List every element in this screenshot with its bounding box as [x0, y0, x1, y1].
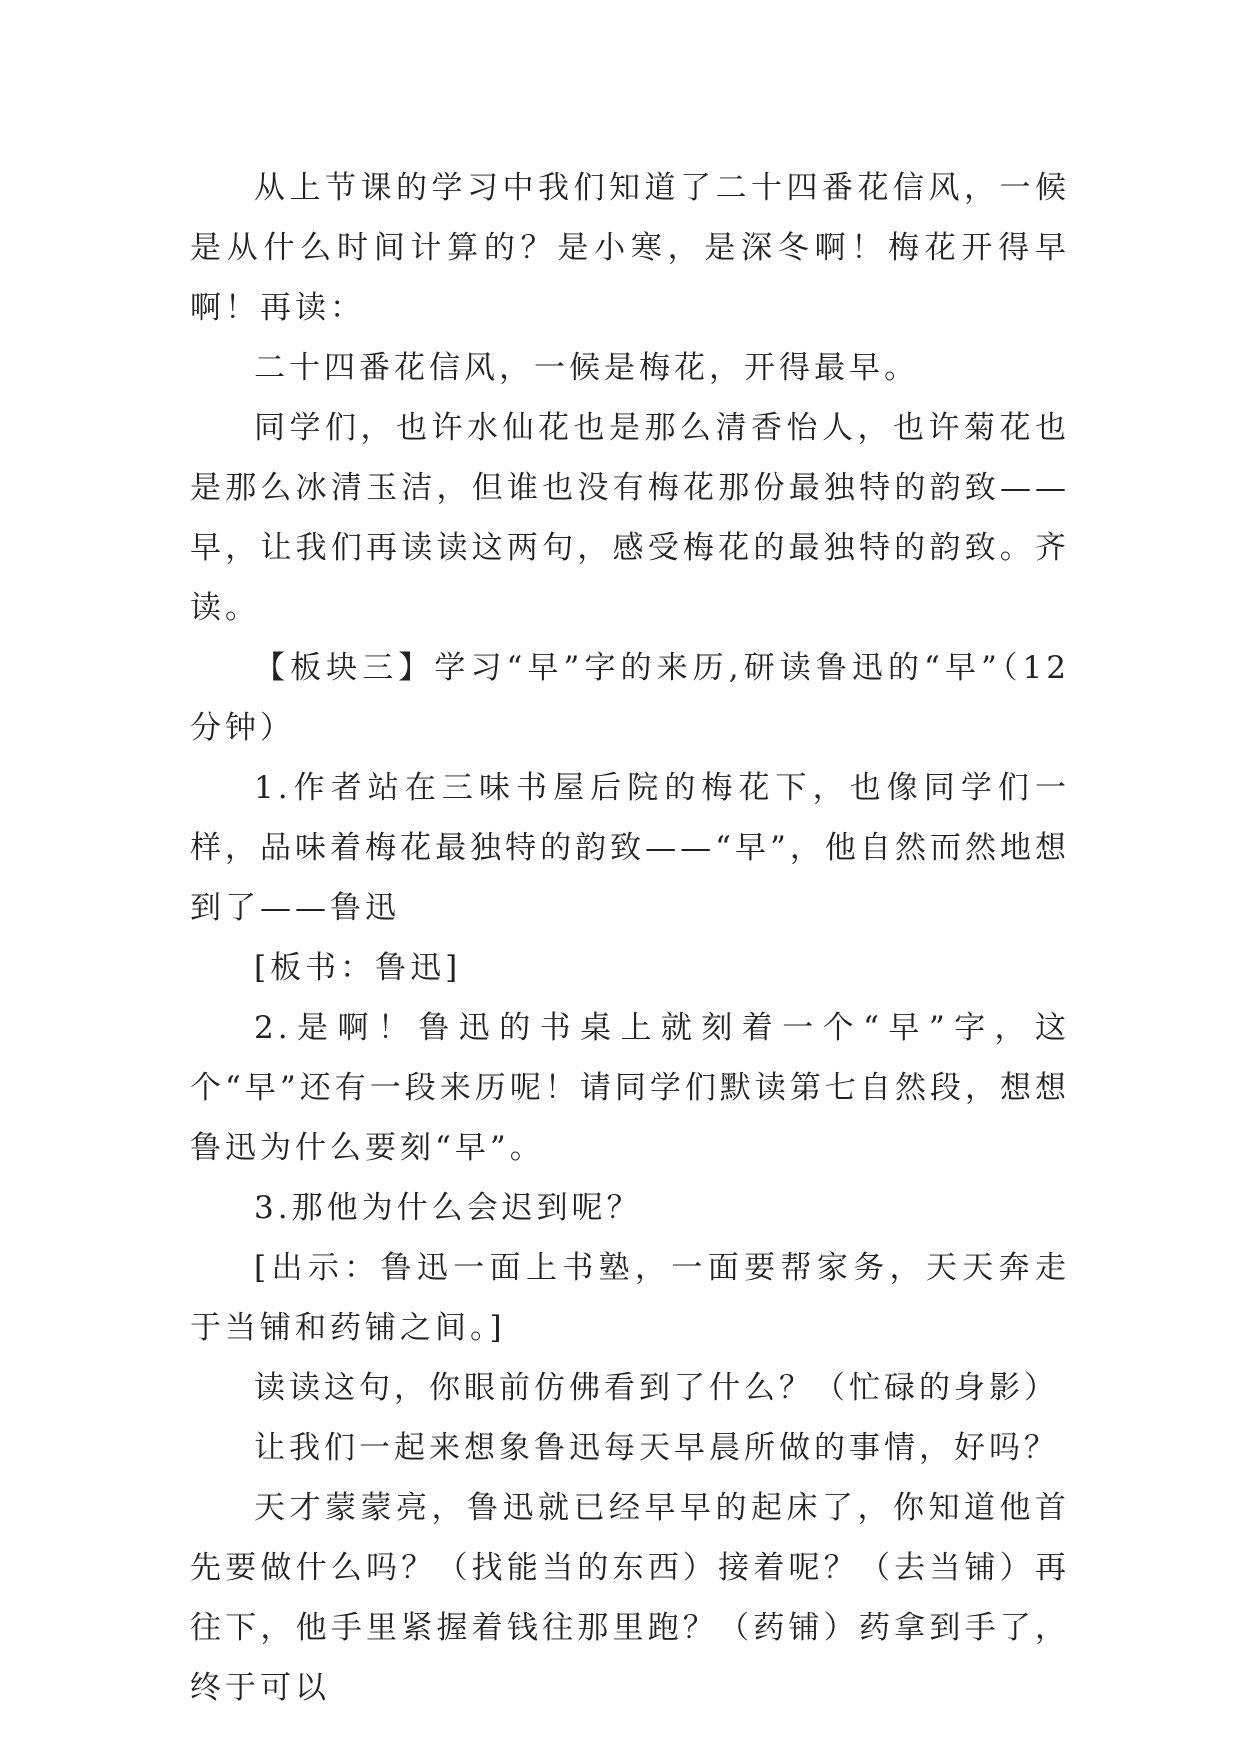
- paragraph-step-3: 3.那他为什么会迟到呢？: [254, 1190, 642, 1226]
- paragraph-step-2: 2.是啊！鲁迅的书桌上就刻着一个“早”字，这个“早”还有一段来历呢！请同学们默读第七自然段，想想鲁迅为什么要刻“早”。: [190, 1010, 1070, 1166]
- board-note-luxun: [板书：鲁迅]: [254, 950, 462, 986]
- paragraph-step-1: 1.作者站在三味书屋后院的梅花下，也像同学们一样，品味着梅花最独特的韵致——“早”，他自然而然地想到了——鲁迅: [190, 770, 1070, 926]
- section-heading-block-three: 【板块三】学习“早”字的来历,研读鲁迅的“早”（12分钟）: [190, 650, 1070, 746]
- paragraph-morning-routine: 天才蒙蒙亮，鲁迅就已经早早的起床了，你知道他首先要做什么吗？（找能当的东西）接着呢？（去当铺）再往下，他手里紧握着钱往那里跑？（药铺）药拿到手了，终于可以: [190, 1490, 1070, 1706]
- display-note-errands: [出示：鲁迅一面上书塾，一面要帮家务，天天奔走于当铺和药铺之间。]: [190, 1250, 1070, 1346]
- paragraph-quote-plum: 二十四番花信风，一候是梅花，开得最早。: [254, 350, 919, 386]
- document-page: [190, 158, 1070, 1718]
- paragraph-intro: 从上节课的学习中我们知道了二十四番花信风，一候是从什么时间计算的？是小寒，是深冬啊！梅花开得早啊！再读：: [190, 170, 1070, 326]
- paragraph-imagine-morning: 让我们一起来想象鲁迅每天早晨所做的事情，好吗？: [254, 1430, 1059, 1466]
- paragraph-read-sentence: 读读这句，你眼前仿佛看到了什么？（忙碌的身影）: [254, 1370, 1059, 1406]
- paragraph-plum-charm: 同学们，也许水仙花也是那么清香怡人，也许菊花也是那么冰清玉洁，但谁也没有梅花那份最独特的韵致——早，让我们再读读这两句，感受梅花的最独特的韵致。齐读。: [190, 410, 1070, 626]
